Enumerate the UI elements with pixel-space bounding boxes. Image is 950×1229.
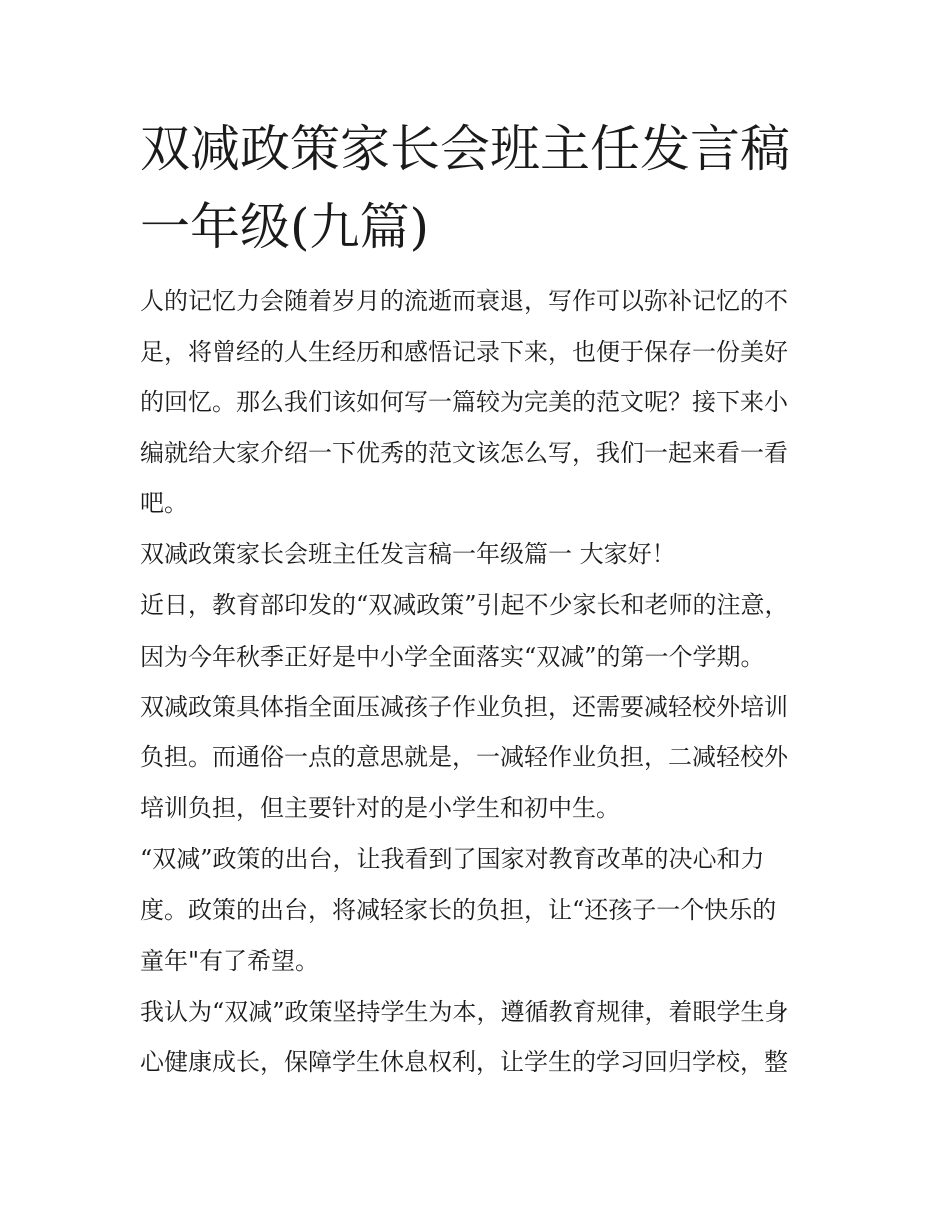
body-line: 心健康成长，保障学生休息权利，让学生的学习回归学校，整 <box>140 1048 788 1076</box>
body-line: 人的记忆力会随着岁月的流逝而衰退，写作可以弥补记忆的不 <box>140 287 788 315</box>
title-line-2: 一年级(九篇) <box>140 198 430 256</box>
body-line: 编就给大家介绍一下优秀的范文该怎么写，我们一起来看一看 <box>140 439 788 467</box>
body-line: 的回忆。那么我们该如何写一篇较为完美的范文呢？接下来小 <box>140 388 788 416</box>
title-line-1: 双减政策家长会班主任发言稿 <box>140 120 790 178</box>
body-line: 度。政策的出台，将减轻家长的负担，让“还孩子一个快乐的 <box>140 896 777 924</box>
body-line: “双减”政策的出台，让我看到了国家对教育改革的决心和力 <box>140 845 765 873</box>
body-line: 因为今年秋季正好是中小学全面落实“双减”的第一个学期。 <box>140 643 765 671</box>
body-line: 负担。而通俗一点的意思就是，一减轻作业负担，二减轻校外 <box>140 743 788 771</box>
body-line: 足，将曾经的人生经历和感悟记录下来，也便于保存一份美好 <box>140 338 788 366</box>
document-title <box>140 110 820 266</box>
body-line: 近日，教育部印发的“双减政策”引起不少家长和老师的注意， <box>140 591 789 619</box>
body-line: 吧。 <box>140 489 188 517</box>
body-line: 我认为“双减”政策坚持学生为本，遵循教育规律，着眼学生身 <box>140 998 789 1026</box>
body-line: 童年"有了希望。 <box>140 947 320 975</box>
body-line: 双减政策具体指全面压减孩子作业负担，还需要减轻校外培训 <box>140 693 788 721</box>
body-line: 培训负担，但主要针对的是小学生和初中生。 <box>140 794 620 822</box>
section-heading-line: 双减政策家长会班主任发言稿一年级篇一 大家好！ <box>140 540 676 568</box>
